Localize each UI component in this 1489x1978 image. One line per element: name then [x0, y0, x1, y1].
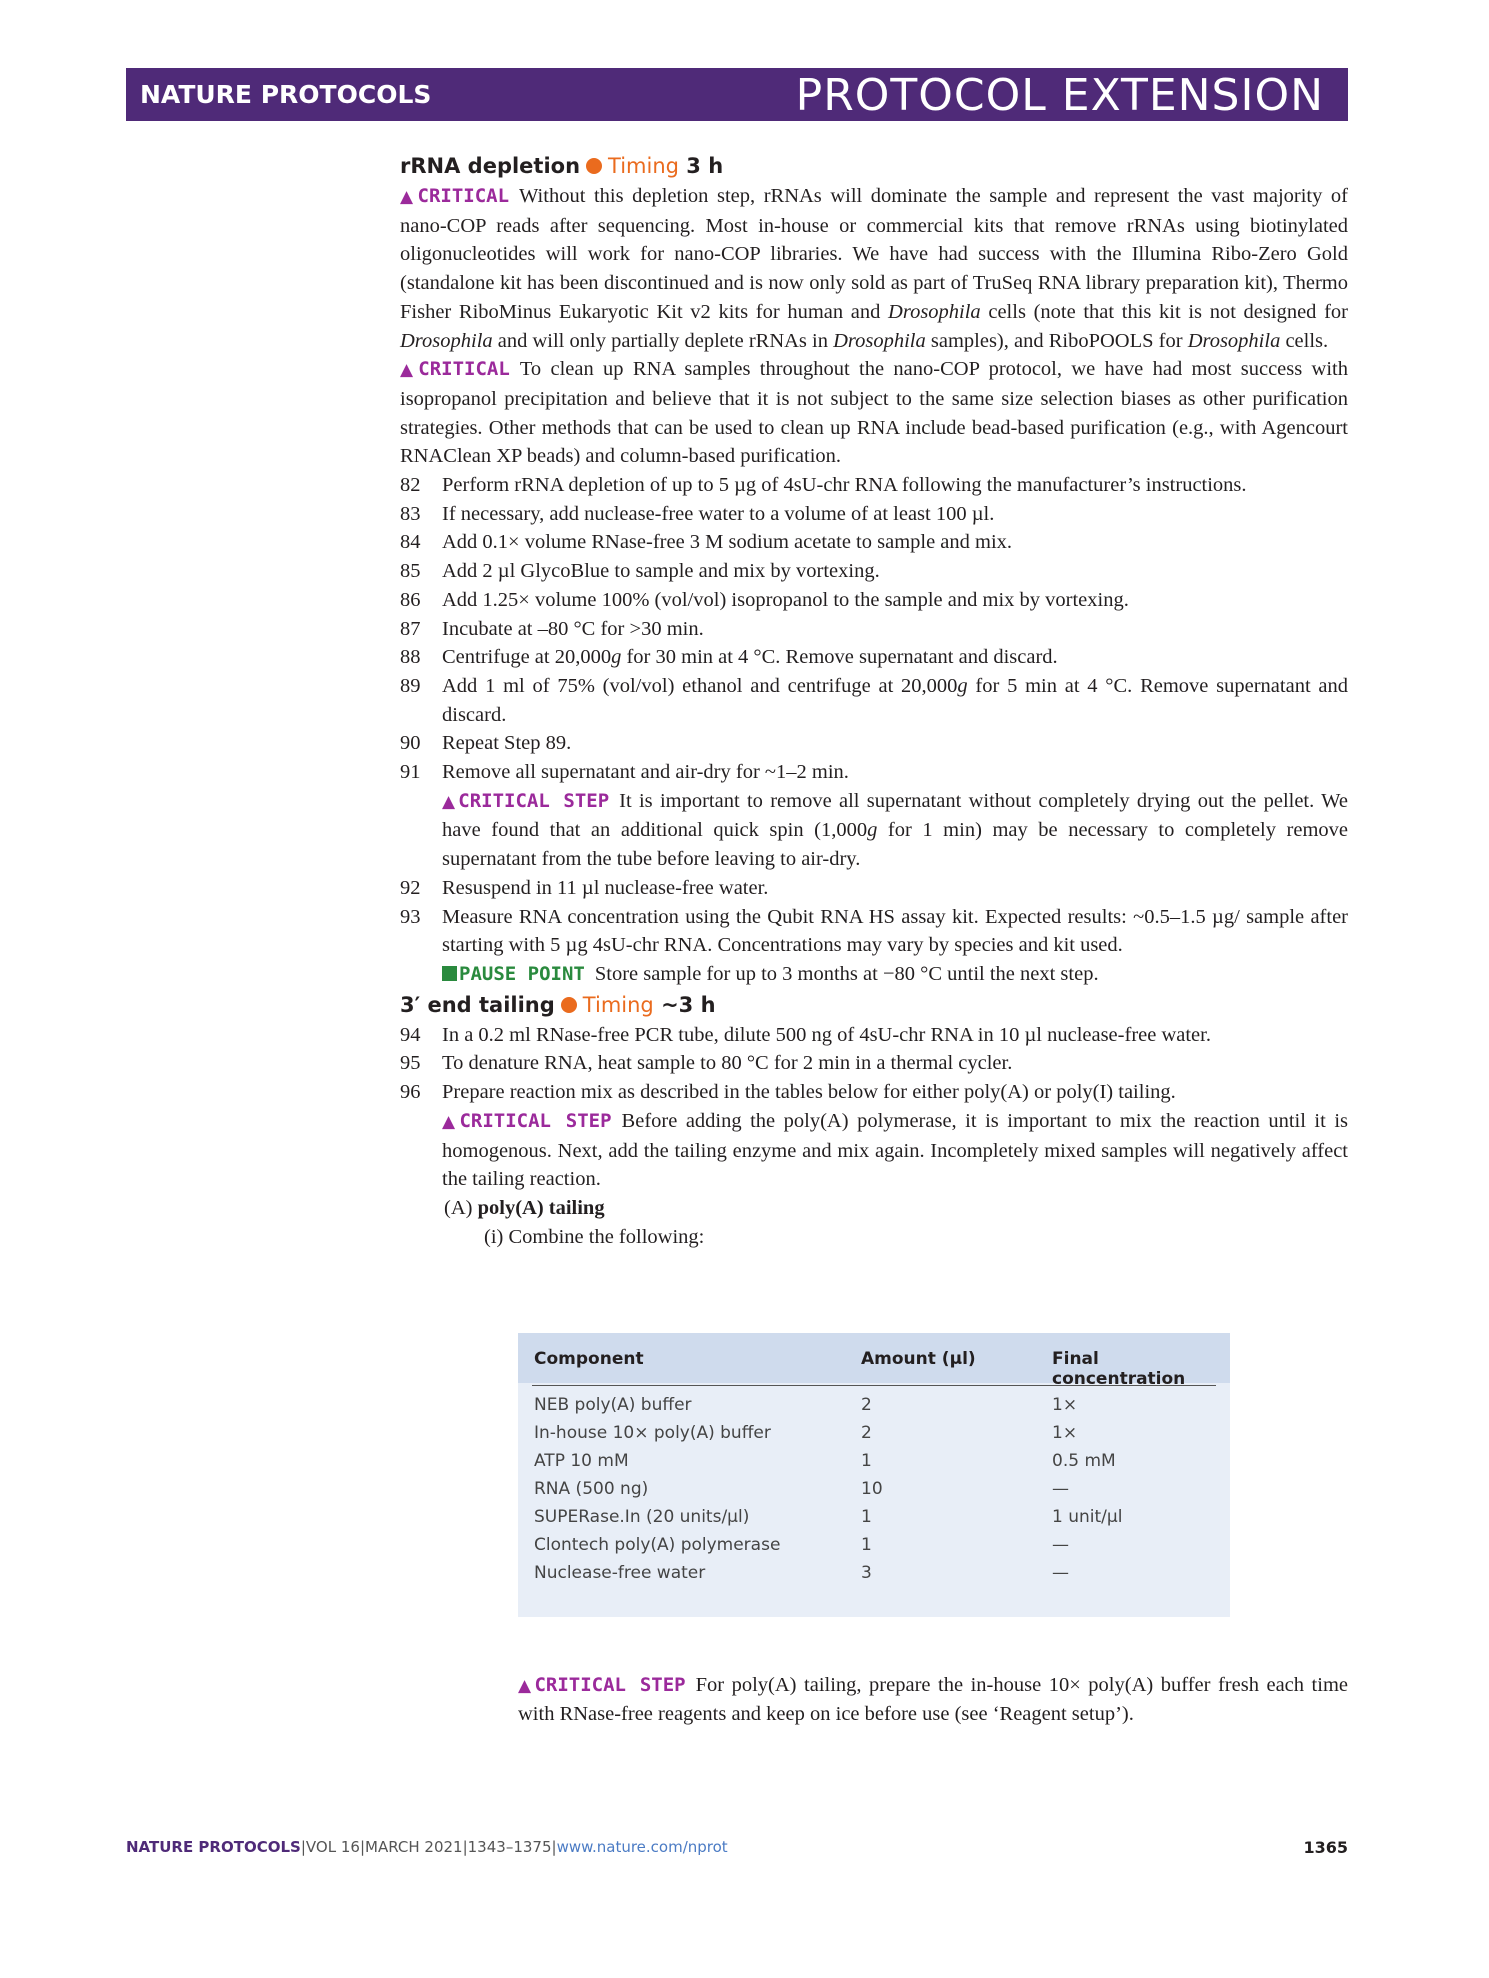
step-96: 96 Prepare reaction mix as described in the tables below for either poly(A) or poly(I) tailing. ▲CRITICAL STEP Before adding the poly(A) polymerase, it is important to mix the reaction until it is homogenous. Next, add the tailing enzyme and mix again. Incompletely mixed samples will negatively affect the tailing reaction. [400, 1078, 1348, 1194]
timing-label: Timing [608, 154, 679, 178]
reagent-table [518, 1333, 1230, 1617]
footer-volume: VOL 16 [305, 1838, 360, 1856]
table-row: NEB poly(A) buffer 2 1× [534, 1395, 1078, 1415]
page-number: 1365 [1303, 1838, 1348, 1857]
pause-square-icon [442, 966, 457, 981]
critical-step-label: ▲CRITICAL STEP [442, 789, 610, 812]
step-92: 92 Resuspend in 11 µl nuclease-free water. [400, 876, 769, 899]
footer-date: MARCH 2021 [365, 1838, 463, 1856]
step-90: 90 Repeat Step 89. [400, 732, 572, 755]
table-row: ATP 10 mM 1 0.5 mM [534, 1451, 1116, 1471]
substep-i: (i) Combine the following: [484, 1225, 705, 1248]
timing-label: Timing [582, 992, 654, 1017]
step-83: 83 If necessary, add nuclease-free water to a volume of at least 100 µl. [400, 502, 995, 525]
substep-a: (A) poly(A) tailing (i) Combine the following: [400, 1194, 1348, 1251]
critical-step-note: ▲CRITICAL STEP It is important to remove all supernatant without completely drying out the pellet. We have found that an additional quick spin (1,000g for 1 min) may be necessary to completely remove supernatant from the tube before leaving to air-dry. [442, 789, 1349, 871]
critical-triangle-icon: ▲ [400, 187, 417, 207]
rrna-heading-title: rRNA depletion [400, 154, 581, 178]
table-row: Nuclease-free water 3 — [534, 1563, 1069, 1583]
step-89: 89 Add 1 ml of 75% (vol/vol) ethanol and centrifuge at 20,000g for 5 min at 4 °C. Remove supernatant and discard. [400, 674, 1348, 726]
page-footer: NATURE PROTOCOLS|VOL 16|MARCH 2021|1343–1375|www.nature.com/nprot [126, 1838, 728, 1856]
rrna-heading [400, 150, 1348, 182]
timing-value: ~3 h [661, 992, 716, 1017]
table-row: In-house 10× poly(A) buffer 2 1× [534, 1423, 1078, 1443]
critical-triangle-icon: ▲ [518, 1675, 534, 1696]
journal-name: NATURE PROTOCOLS [140, 80, 432, 109]
table-row: Clontech poly(A) polymerase 1 — [534, 1535, 1069, 1555]
step-87: 87 Incubate at –80 °C for >30 min. [400, 617, 704, 640]
footer-url-link[interactable]: www.nature.com/nprot [556, 1838, 728, 1856]
footer-pages: 1343–1375 [467, 1838, 552, 1856]
critical-note-1: ▲CRITICAL Without this depletion step, rRNAs will dominate the sample and represent the vast majority of nano-COP reads after sequencing. Most in-house or commercial kits that remove rRNAs using biotinylated oligonucleotides will work for nano-COP libraries. We have had success with the Illumina Ribo-Zero Gold (standalone kit has been discontinued and is now only sold as part of TruSeq RNA library preparation kit), Thermo Fisher RiboMinus Eukaryotic Kit v2 kits for human and Drosophila cells (note that this kit is not designed for Drosophila and will only partially deplete rRNAs in Drosophila samples), and RiboPOOLS for Drosophila cells. [400, 185, 1348, 352]
critical-label: ▲CRITICAL [400, 358, 510, 381]
step-85: 85 Add 2 µl GlycoBlue to sample and mix by vortexing. [400, 560, 880, 583]
critical-step-label: ▲CRITICAL STEP [518, 1673, 686, 1696]
column-header-concentration: Final concentration [1052, 1349, 1186, 1389]
critical-triangle-icon: ▲ [442, 1111, 459, 1132]
step-93: 93 Measure RNA concentration using the Qubit RNA HS assay kit. Expected results: ~0.5–1.5 µg/ sample after starting with 5 µg 4sU-chr RNA. Concentrations may vary by species and kit used. PAUSE POINT Store sample for up to 3 months at −80 °C until the next step. [400, 903, 1348, 989]
critical-step-note: ▲CRITICAL STEP Before adding the poly(A) polymerase, it is important to mix the reaction until it is homogenous. Next, add the tailing enzyme and mix again. Incompletely mixed samples will negatively affect the tailing reaction. [442, 1109, 1348, 1191]
page-header [126, 68, 1348, 121]
critical-triangle-icon: ▲ [442, 791, 458, 812]
main-content [400, 150, 1348, 1251]
timing-dot-icon [561, 997, 577, 1013]
step-86: 86 Add 1.25× volume 100% (vol/vol) isopropanol to the sample and mix by vortexing. [400, 588, 1129, 611]
table-row: RNA (500 ng) 10 — [534, 1479, 1069, 1499]
column-header-component: Component [534, 1349, 644, 1369]
timing-value: 3 h [686, 154, 724, 178]
table-header [518, 1333, 1230, 1389]
tailing-heading [400, 989, 1348, 1021]
table-rule [532, 1385, 1216, 1386]
step-91: 91 Remove all supernatant and air-dry for ~1–2 min. ▲CRITICAL STEP It is important to remove all supernatant without completely drying out the pellet. We have found that an additional quick spin (1,000g for 1 min) may be necessary to completely remove supernatant from the tube before leaving to air-dry. [400, 758, 1348, 874]
column-header-amount: Amount (µl) [861, 1349, 976, 1369]
critical-step-after-table: ▲CRITICAL STEP For poly(A) tailing, prepare the in-house 10× poly(A) buffer fresh each time with RNase-free reagents and keep on ice before use (see ‘Reagent setup’). [518, 1673, 1348, 1726]
pause-point-note: PAUSE POINT Store sample for up to 3 months at −80 °C until the next step. [442, 960, 1348, 989]
footer-journal: NATURE PROTOCOLS [126, 1838, 301, 1856]
critical-label: ▲CRITICAL [400, 185, 510, 207]
tailing-heading-title: 3′ end tailing [400, 992, 555, 1017]
timing-dot-icon [586, 158, 602, 174]
section-title: PROTOCOL EXTENSION [795, 70, 1324, 121]
step-95: 95 To denature RNA, heat sample to 80 °C for 2 min in a thermal cycler. [400, 1052, 1013, 1075]
step-88: 88 Centrifuge at 20,000g for 30 min at 4 °C. Remove supernatant and discard. [400, 646, 1058, 669]
pause-point-label: PAUSE POINT [442, 963, 585, 985]
step-84: 84 Add 0.1× volume RNase-free 3 M sodium acetate to sample and mix. [400, 531, 1013, 554]
table-row: SUPERase.In (20 units/µl) 1 1 unit/µl [534, 1507, 1123, 1527]
step-82: 82 Perform rRNA depletion of up to 5 µg of 4sU-chr RNA following the manufacturer’s instructions. [400, 474, 1247, 497]
critical-note-2: ▲CRITICAL To clean up RNA samples throughout the nano-COP protocol, we have had most success with isopropanol precipitation and believe that it is not subject to the same size selection biases as other purification strategies. Other methods that can be used to clean up RNA include bead-based purification (e.g., with Agencourt RNAClean XP beads) and column-based purification. [400, 358, 1348, 468]
step-94: 94 In a 0.2 ml RNase-free PCR tube, dilute 500 ng of 4sU-chr RNA in 10 µl nuclease-free water. [400, 1023, 1211, 1046]
critical-step-label: ▲CRITICAL STEP [442, 1109, 612, 1132]
critical-triangle-icon: ▲ [400, 360, 418, 381]
